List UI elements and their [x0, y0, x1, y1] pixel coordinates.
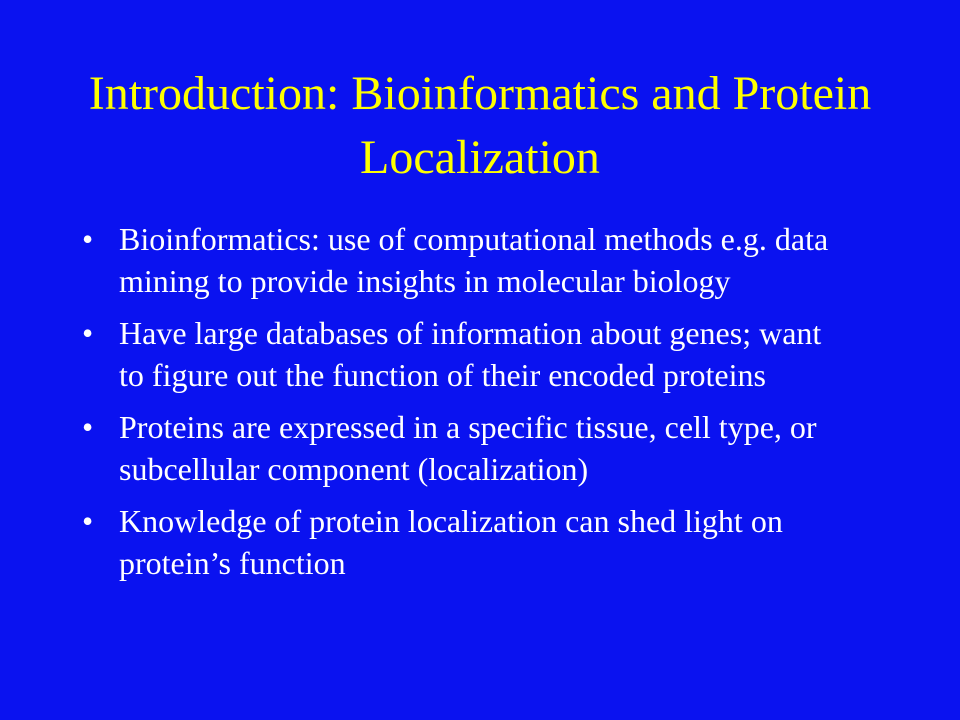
bullet-list: [82, 218, 852, 594]
bullet-text: Have large databases of information about genes; want to figure out the function of their encoded proteins: [119, 315, 822, 393]
bullet-dot-icon: •: [82, 221, 94, 257]
bullet-item: [82, 500, 852, 584]
bullet-dot-icon: •: [82, 503, 94, 539]
slide-title: Introduction: Bioinformatics and Protein Localization: [88, 67, 872, 184]
bullet-item: [82, 312, 852, 396]
bullet-item: [82, 218, 852, 302]
bullet-text: Knowledge of protein localization can shed light on protein’s function: [119, 503, 783, 581]
bullet-dot-icon: •: [82, 409, 94, 445]
bullet-dot-icon: •: [82, 315, 94, 351]
bullet-text: Proteins are expressed in a specific tissue, cell type, or subcellular component (localization): [119, 409, 817, 487]
bullet-text: Bioinformatics: use of computational methods e.g. data mining to provide insights in molecular biology: [119, 221, 829, 299]
bullet-item: [82, 406, 852, 490]
